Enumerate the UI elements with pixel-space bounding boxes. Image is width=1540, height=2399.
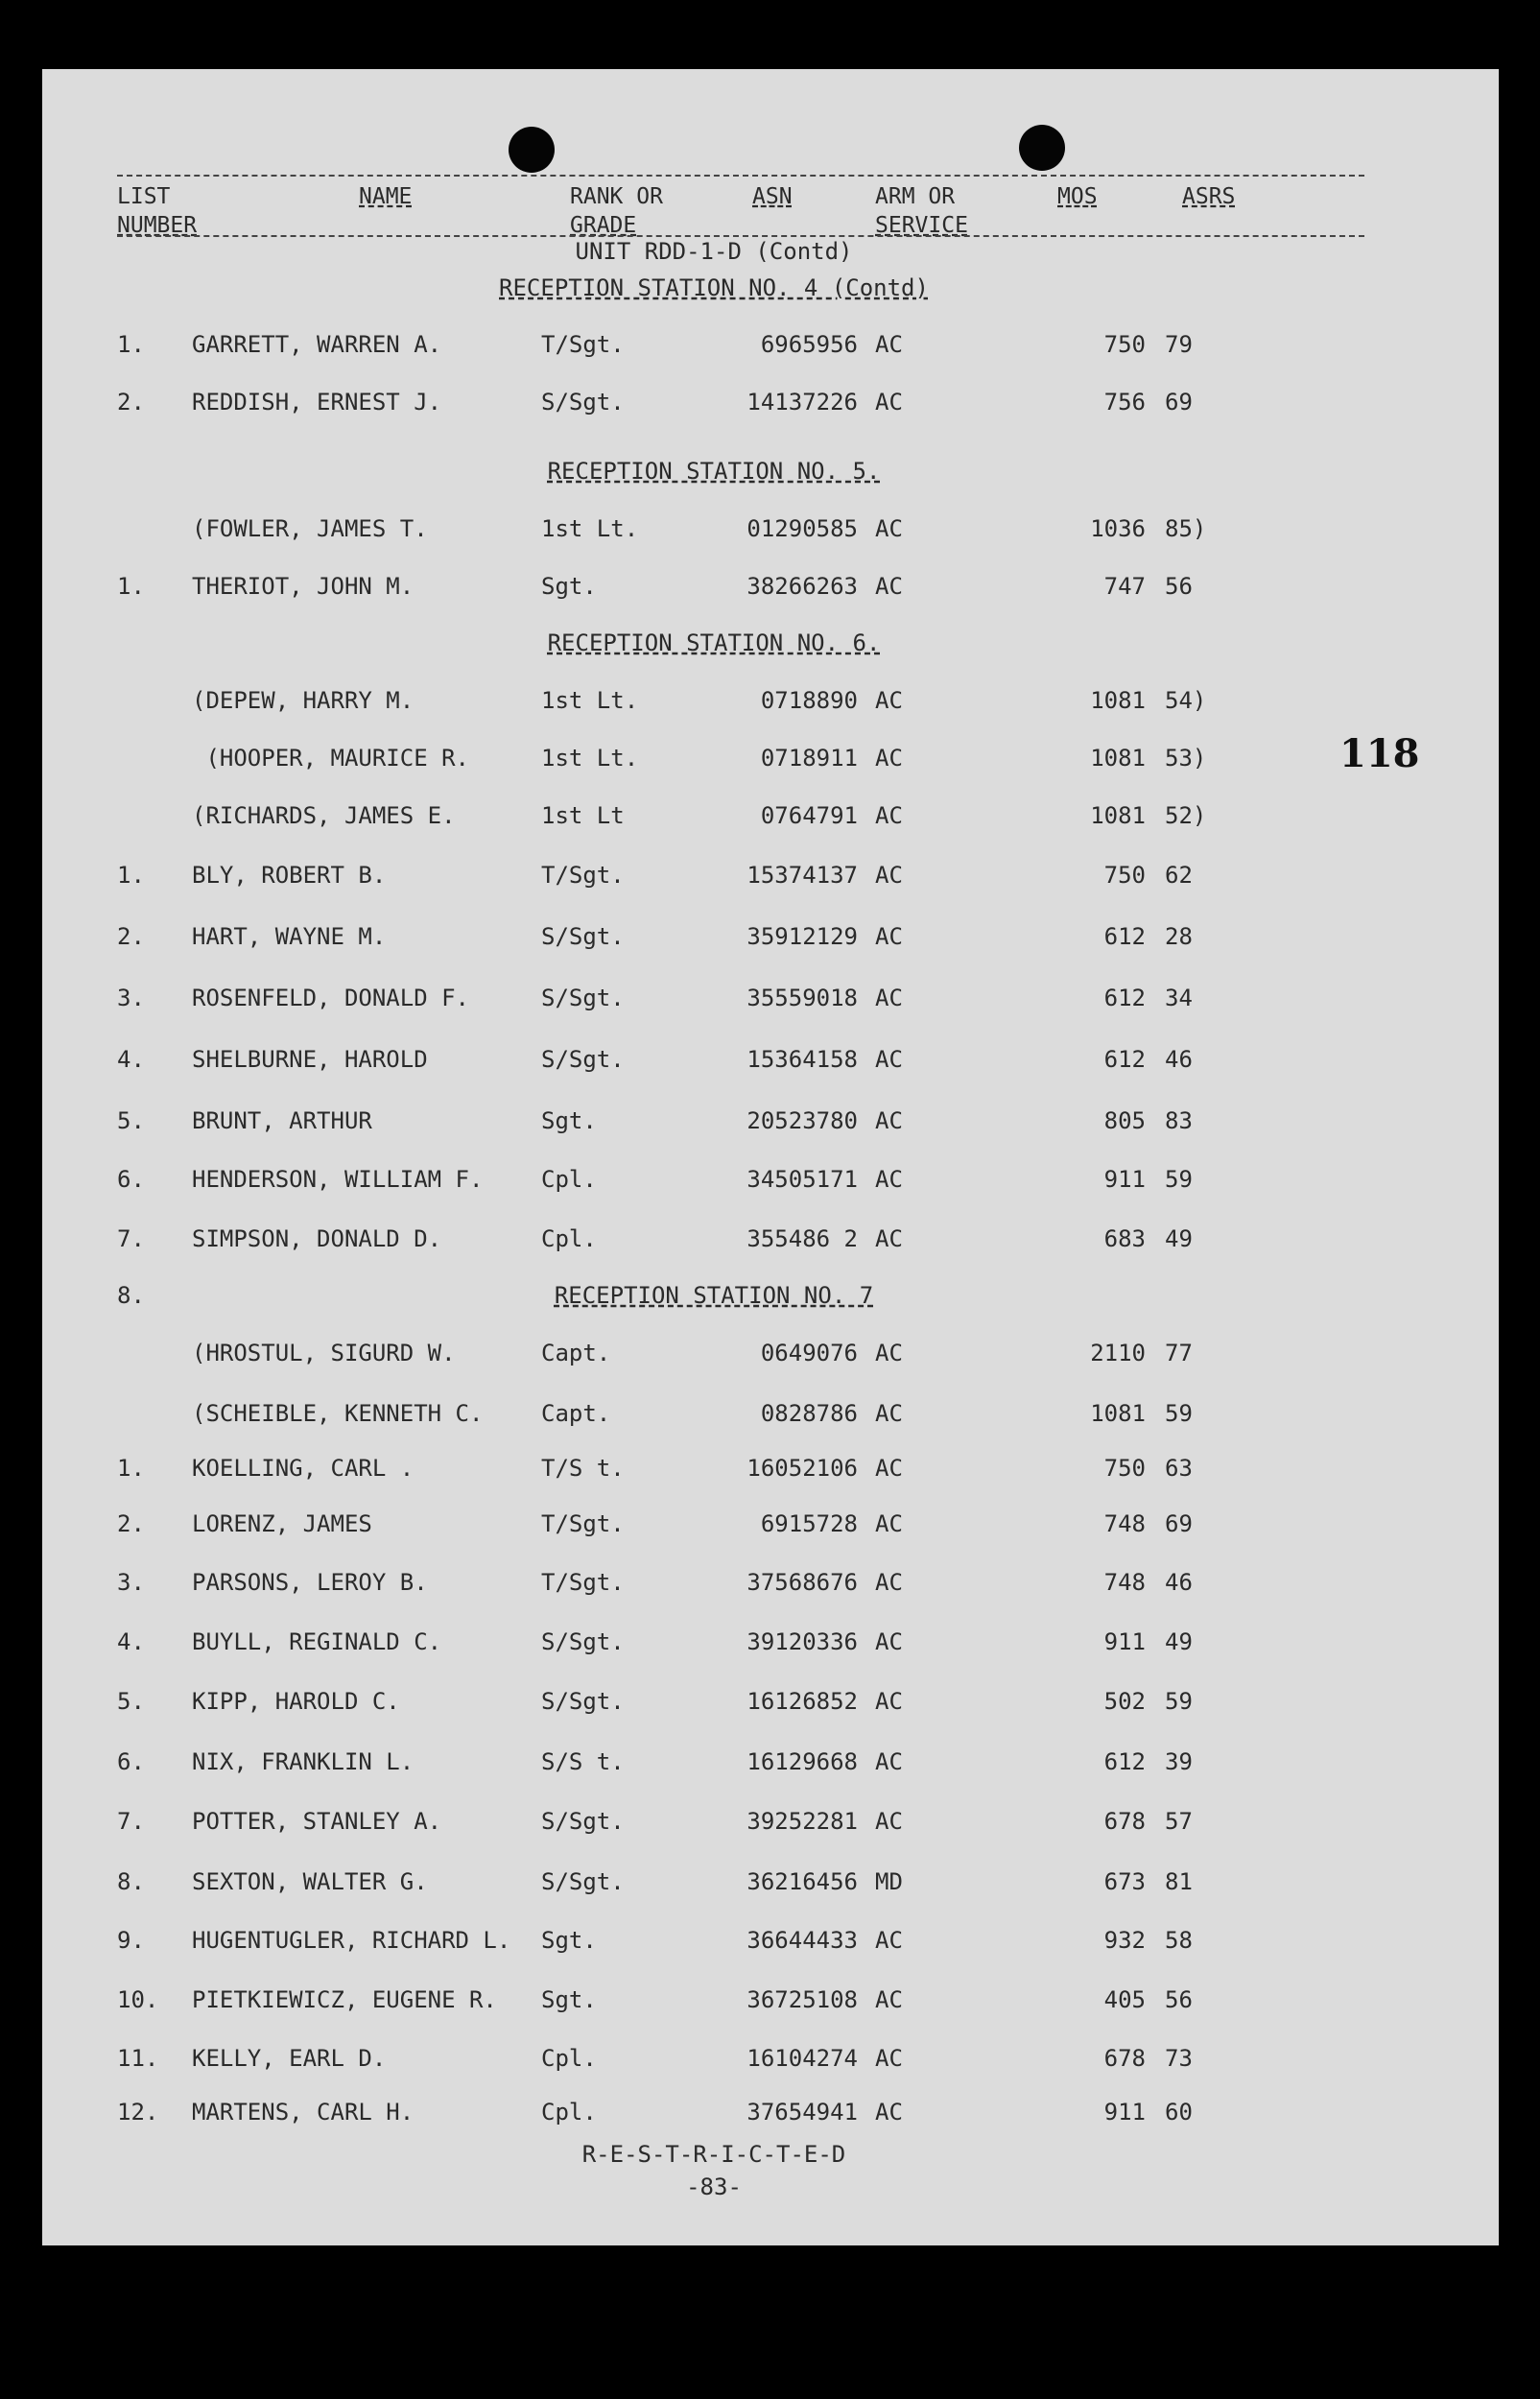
cell-asn: 16052106 — [746, 1455, 858, 1482]
header-col-list: LIST NUMBER — [117, 184, 198, 238]
cell-name: SIMPSON, DONALD D. — [192, 1225, 442, 1252]
cell-name: ROSENFELD, DONALD F. — [192, 985, 469, 1011]
cell-num: 6. — [117, 1748, 145, 1775]
cell-name: BLY, ROBERT B. — [192, 862, 387, 889]
cell-mos: 748 — [1103, 1569, 1146, 1596]
cell-num: 2. — [117, 923, 145, 950]
cell-asn: 34505171 — [746, 1166, 858, 1193]
cell-mos: 673 — [1103, 1868, 1146, 1895]
cell-name: BUYLL, REGINALD C. — [192, 1628, 442, 1655]
cell-asrs: 34 — [1165, 985, 1193, 1011]
cell-mos: 405 — [1103, 1986, 1146, 2013]
cell-asn: 35559018 — [746, 985, 858, 1011]
cell-name: KIPP, HAROLD C. — [192, 1688, 400, 1715]
cell-mos: 612 — [1103, 985, 1146, 1011]
cell-arm: AC — [875, 923, 903, 950]
cell-asn: 20523780 — [746, 1107, 858, 1134]
cell-name: LORENZ, JAMES — [192, 1510, 372, 1537]
cell-asn: 38266263 — [746, 573, 858, 600]
cell-name: (HOOPER, MAURICE R. — [192, 745, 469, 772]
cell-mos: 502 — [1103, 1688, 1146, 1715]
cell-asn: 6915728 — [760, 1510, 858, 1537]
cell-asrs: 85) — [1165, 515, 1207, 542]
cell-num: 1. — [117, 573, 145, 600]
cell-asrs: 46 — [1165, 1046, 1193, 1073]
cell-name: SEXTON, WALTER G. — [192, 1868, 428, 1895]
cell-asn: 0764791 — [760, 802, 858, 829]
document-page — [42, 69, 1499, 2245]
cell-rank: T/S t. — [541, 1455, 625, 1482]
cell-mos: 612 — [1103, 923, 1146, 950]
cell-name: SHELBURNE, HAROLD — [192, 1046, 428, 1073]
cell-arm: AC — [875, 1808, 903, 1835]
cell-num: 3. — [117, 1569, 145, 1596]
cell-num: 6. — [117, 1166, 145, 1193]
cell-name: KELLY, EARL D. — [192, 2045, 387, 2072]
cell-name: (DEPEW, HARRY M. — [192, 687, 415, 714]
cell-mos: 678 — [1103, 1808, 1146, 1835]
header-col-name: NAME — [359, 184, 413, 209]
cell-arm: AC — [875, 1400, 903, 1427]
cell-asrs: 46 — [1165, 1569, 1193, 1596]
cell-num: 12. — [117, 2099, 159, 2126]
cell-mos: 683 — [1103, 1225, 1146, 1252]
cell-arm: AC — [875, 1748, 903, 1775]
cell-name: (HROSTUL, SIGURD W. — [192, 1340, 456, 1366]
cell-arm: AC — [875, 573, 903, 600]
cell-arm: AC — [875, 1569, 903, 1596]
cell-arm: MD — [875, 1868, 903, 1895]
cell-name: GARRETT, WARREN A. — [192, 331, 442, 358]
section-heading: RECEPTION STATION NO. 7 — [554, 1282, 874, 1309]
cell-asn: 16129668 — [746, 1748, 858, 1775]
cell-num: 11. — [117, 2045, 159, 2072]
binder-hole-right — [1019, 125, 1065, 171]
cell-mos: 2110 — [1090, 1340, 1146, 1366]
cell-num: 7. — [117, 1808, 145, 1835]
cell-mos: 932 — [1103, 1927, 1146, 1954]
cell-name: (SCHEIBLE, KENNETH C. — [192, 1400, 484, 1427]
cell-rank: Sgt. — [541, 1927, 597, 1954]
unit-title: UNIT RDD-1-D (Contd) — [575, 238, 853, 265]
header-col-mos: MOS — [1057, 184, 1098, 209]
page-stamp-number: 118 — [1339, 731, 1420, 776]
cell-num: 3. — [117, 985, 145, 1011]
cell-num: 1. — [117, 1455, 145, 1482]
cell-asn: 15374137 — [746, 862, 858, 889]
cell-asrs: 77 — [1165, 1340, 1193, 1366]
cell-asn: 16104274 — [746, 2045, 858, 2072]
header-rule-bottom — [117, 235, 1364, 237]
cell-arm: AC — [875, 1927, 903, 1954]
cell-rank: Cpl. — [541, 2099, 597, 2126]
cell-name: THERIOT, JOHN M. — [192, 573, 415, 600]
cell-rank: Capt. — [541, 1400, 611, 1427]
cell-rank: Sgt. — [541, 573, 597, 600]
cell-rank: S/Sgt. — [541, 1628, 625, 1655]
cell-asrs: 56 — [1165, 573, 1193, 600]
cell-asrs: 73 — [1165, 2045, 1193, 2072]
cell-asn: 37568676 — [746, 1569, 858, 1596]
cell-asrs: 49 — [1165, 1628, 1193, 1655]
cell-name: MARTENS, CARL H. — [192, 2099, 415, 2126]
cell-asn: 0828786 — [760, 1400, 858, 1427]
cell-asn: 0718890 — [760, 687, 858, 714]
cell-mos: 750 — [1103, 862, 1146, 889]
cell-num: 2. — [117, 389, 145, 416]
cell-asrs: 57 — [1165, 1808, 1193, 1835]
cell-num: 1. — [117, 862, 145, 889]
page-number: -83- — [686, 2173, 742, 2200]
cell-rank: Cpl. — [541, 1225, 597, 1252]
cell-mos: 1036 — [1090, 515, 1146, 542]
cell-num: 2. — [117, 1510, 145, 1537]
cell-mos: 612 — [1103, 1748, 1146, 1775]
cell-name: HART, WAYNE M. — [192, 923, 387, 950]
cell-name: (FOWLER, JAMES T. — [192, 515, 428, 542]
cell-mos: 748 — [1103, 1510, 1146, 1537]
cell-mos: 747 — [1103, 573, 1146, 600]
cell-name: KOELLING, CARL . — [192, 1455, 415, 1482]
cell-arm: AC — [875, 687, 903, 714]
cell-asn: 14137226 — [746, 389, 858, 416]
cell-asrs: 52) — [1165, 802, 1207, 829]
header-col-rank: RANK OR GRADE — [570, 184, 663, 238]
cell-asrs: 69 — [1165, 389, 1193, 416]
cell-mos: 1081 — [1090, 687, 1146, 714]
cell-asrs: 53) — [1165, 745, 1207, 772]
cell-asrs: 49 — [1165, 1225, 1193, 1252]
cell-asn: 39120336 — [746, 1628, 858, 1655]
cell-asrs: 81 — [1165, 1868, 1193, 1895]
cell-asn: 6965956 — [760, 331, 858, 358]
cell-rank: S/Sgt. — [541, 389, 625, 416]
cell-arm: AC — [875, 1166, 903, 1193]
cell-arm: AC — [875, 1510, 903, 1537]
cell-name: HUGENTUGLER, RICHARD L. — [192, 1927, 511, 1954]
cell-arm: AC — [875, 745, 903, 772]
cell-asrs: 69 — [1165, 1510, 1193, 1537]
cell-rank: S/S t. — [541, 1748, 625, 1775]
cell-num: 9. — [117, 1927, 145, 1954]
cell-asrs: 58 — [1165, 1927, 1193, 1954]
cell-num: 4. — [117, 1046, 145, 1073]
cell-asn: 01290585 — [746, 515, 858, 542]
cell-asn: 15364158 — [746, 1046, 858, 1073]
cell-arm: AC — [875, 1628, 903, 1655]
cell-name: HENDERSON, WILLIAM F. — [192, 1166, 484, 1193]
cell-num: 5. — [117, 1107, 145, 1134]
cell-asrs: 56 — [1165, 1986, 1193, 2013]
cell-name: NIX, FRANKLIN L. — [192, 1748, 415, 1775]
cell-asn: 36725108 — [746, 1986, 858, 2013]
cell-asrs: 59 — [1165, 1400, 1193, 1427]
cell-asrs: 54) — [1165, 687, 1207, 714]
cell-arm: AC — [875, 1455, 903, 1482]
header-col-asn: ASN — [752, 184, 793, 209]
cell-arm: AC — [875, 1688, 903, 1715]
cell-rank: T/Sgt. — [541, 331, 625, 358]
binder-hole-left — [509, 127, 555, 173]
cell-rank: 1st Lt. — [541, 515, 639, 542]
cell-rank: T/Sgt. — [541, 862, 625, 889]
cell-asrs: 62 — [1165, 862, 1193, 889]
cell-asrs: 59 — [1165, 1166, 1193, 1193]
cell-arm: AC — [875, 1340, 903, 1366]
header-col-asrs: ASRS — [1182, 184, 1236, 209]
cell-mos: 911 — [1103, 2099, 1146, 2126]
footer — [42, 2138, 1386, 2203]
cell-arm: AC — [875, 2099, 903, 2126]
header-col-arm: ARM OR SERVICE — [875, 184, 968, 238]
cell-asn: 36216456 — [746, 1868, 858, 1895]
cell-rank: 1st Lt. — [541, 687, 639, 714]
cell-mos: 750 — [1103, 1455, 1146, 1482]
cell-mos: 1081 — [1090, 1400, 1146, 1427]
cell-mos: 612 — [1103, 1046, 1146, 1073]
cell-rank: 1st Lt. — [541, 745, 639, 772]
restricted-label: R-E-S-T-R-I-C-T-E-D — [581, 2141, 846, 2168]
cell-name: PARSONS, LEROY B. — [192, 1569, 428, 1596]
section-heading: RECEPTION STATION NO. 6. — [547, 629, 881, 656]
cell-num: 1. — [117, 331, 145, 358]
cell-rank: T/Sgt. — [541, 1510, 625, 1537]
cell-arm: AC — [875, 985, 903, 1011]
cell-asrs: 28 — [1165, 923, 1193, 950]
header-rule-top — [117, 175, 1364, 177]
cell-rank: S/Sgt. — [541, 1688, 625, 1715]
cell-arm: AC — [875, 1107, 903, 1134]
cell-arm: AC — [875, 862, 903, 889]
cell-asn: 355486 2 — [746, 1225, 858, 1252]
cell-name: (RICHARDS, JAMES E. — [192, 802, 456, 829]
cell-asn: 37654941 — [746, 2099, 858, 2126]
cell-num: 8. — [117, 1868, 145, 1895]
cell-arm: AC — [875, 389, 903, 416]
cell-rank: 1st Lt — [541, 802, 625, 829]
cell-mos: 1081 — [1090, 802, 1146, 829]
cell-asrs: 83 — [1165, 1107, 1193, 1134]
cell-rank: Sgt. — [541, 1986, 597, 2013]
cell-asn: 36644433 — [746, 1927, 858, 1954]
cell-asrs: 60 — [1165, 2099, 1193, 2126]
cell-name: REDDISH, ERNEST J. — [192, 389, 442, 416]
cell-name: POTTER, STANLEY A. — [192, 1808, 442, 1835]
cell-arm: AC — [875, 1986, 903, 2013]
cell-asrs: 79 — [1165, 331, 1193, 358]
cell-rank: Cpl. — [541, 2045, 597, 2072]
cell-asrs: 59 — [1165, 1688, 1193, 1715]
cell-arm: AC — [875, 331, 903, 358]
cell-num: 10. — [117, 1986, 159, 2013]
cell-rank: S/Sgt. — [541, 1808, 625, 1835]
section-heading: RECEPTION STATION NO. 4 (Contd) — [499, 274, 929, 301]
cell-rank: Capt. — [541, 1340, 611, 1366]
cell-asn: 0718911 — [760, 745, 858, 772]
cell-mos: 1081 — [1090, 745, 1146, 772]
cell-asrs: 39 — [1165, 1748, 1193, 1775]
cell-mos: 911 — [1103, 1166, 1146, 1193]
cell-asn: 16126852 — [746, 1688, 858, 1715]
cell-rank: S/Sgt. — [541, 1868, 625, 1895]
cell-num: 5. — [117, 1688, 145, 1715]
cell-rank: S/Sgt. — [541, 923, 625, 950]
cell-num: 7. — [117, 1225, 145, 1252]
cell-arm: AC — [875, 802, 903, 829]
cell-asn: 0649076 — [760, 1340, 858, 1366]
cell-rank: T/Sgt. — [541, 1569, 625, 1596]
section-heading: RECEPTION STATION NO. 5. — [547, 458, 881, 485]
cell-name: PIETKIEWICZ, EUGENE R. — [192, 1986, 497, 2013]
cell-num: 4. — [117, 1628, 145, 1655]
cell-asrs: 63 — [1165, 1455, 1193, 1482]
list-number: 8. — [117, 1282, 145, 1309]
cell-arm: AC — [875, 1046, 903, 1073]
cell-mos: 805 — [1103, 1107, 1146, 1134]
cell-arm: AC — [875, 515, 903, 542]
cell-asn: 39252281 — [746, 1808, 858, 1835]
cell-rank: Cpl. — [541, 1166, 597, 1193]
cell-asn: 35912129 — [746, 923, 858, 950]
cell-mos: 911 — [1103, 1628, 1146, 1655]
cell-mos: 756 — [1103, 389, 1146, 416]
cell-rank: Sgt. — [541, 1107, 597, 1134]
cell-rank: S/Sgt. — [541, 985, 625, 1011]
cell-arm: AC — [875, 2045, 903, 2072]
cell-mos: 750 — [1103, 331, 1146, 358]
cell-mos: 678 — [1103, 2045, 1146, 2072]
cell-name: BRUNT, ARTHUR — [192, 1107, 372, 1134]
cell-rank: S/Sgt. — [541, 1046, 625, 1073]
cell-arm: AC — [875, 1225, 903, 1252]
